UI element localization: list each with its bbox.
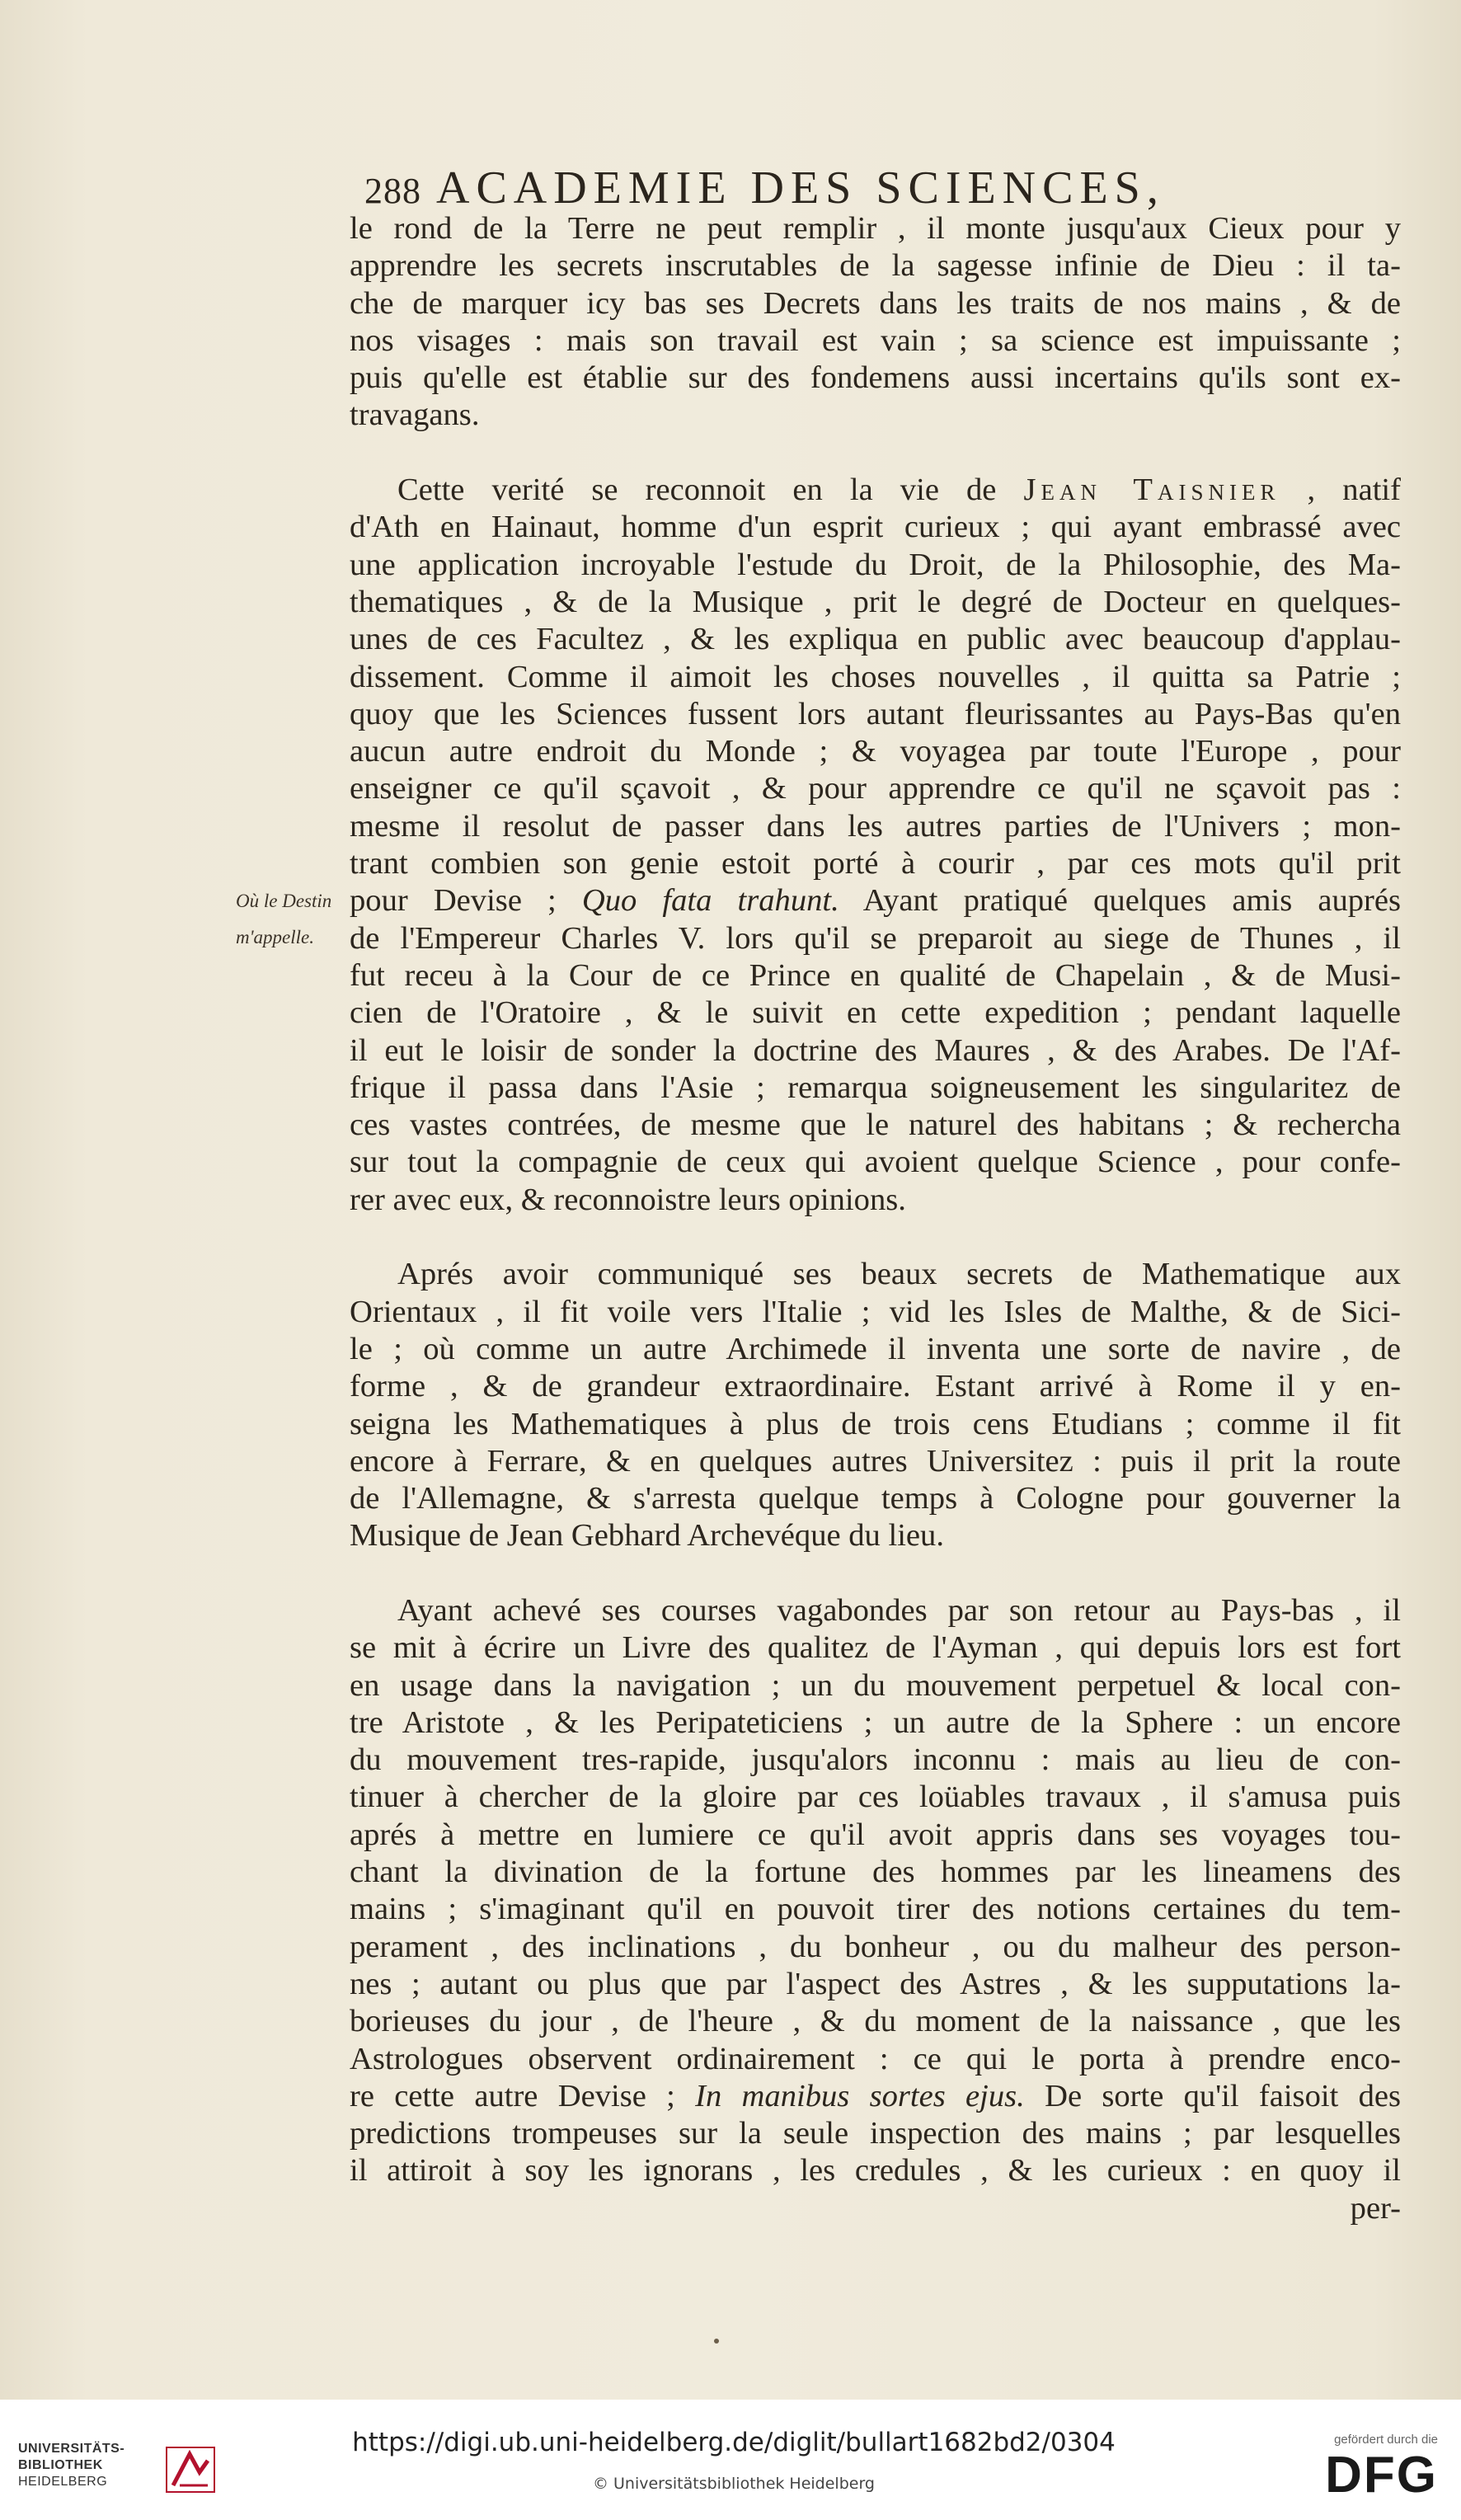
text-line: nos visages : mais son travail est vain ; sa science est impuissante ; — [350, 322, 1401, 358]
text-line: dissement. Comme il aimoit les choses nouvelles , il quitta sa Patrie ; — [350, 659, 1401, 694]
text-line: sur tout la compagnie de ceux qui avoient quelque Science , pour confe- — [350, 1145, 1401, 1180]
text-line: encore à Ferrare, & en quelques autres Universitez : puis il prit la route — [350, 1443, 1401, 1479]
text-line: perament , des inclinations , du bonheur , ou du malheur des person- — [350, 1929, 1401, 1964]
text-run: pour Devise ; — [350, 883, 582, 919]
text-line: predictions trompeuses sur la seule inspection des mains ; par lesquelles — [350, 2116, 1401, 2151]
person-name: Jean Taisnier — [1023, 472, 1280, 508]
library-name-line: BIBLIOTHEK — [18, 2458, 103, 2472]
text-run: re cette autre Devise ; — [350, 2078, 696, 2113]
text-line: en usage dans la navigation ; un du mouvement perpetuel & local con- — [350, 1667, 1401, 1703]
text-line — [350, 472, 1401, 509]
margin-note — [236, 883, 359, 956]
text-line: chant la divination de la fortune des hommes par les lineamens des — [350, 1855, 1401, 1890]
text-line: mesme il resolut de passer dans les autres parties de l'Univers ; mon- — [350, 808, 1401, 844]
text-line: ces vastes contrées, de mesme que le naturel des habitans ; & rechercha — [350, 1107, 1401, 1143]
viewer-footer — [0, 2400, 1461, 2520]
text-line: Ayant achevé ses courses vagabondes par son retour au Pays-bas , il — [397, 1592, 1401, 1628]
text-line: aucun autre endroit du Monde ; & voyagea par toute l'Europe , pour — [350, 734, 1401, 769]
text-line: travagans. — [350, 397, 480, 433]
text-line: thematiques , & de la Musique , prit le degré de Docteur en quelques- — [350, 584, 1401, 619]
catchword: per- — [1350, 2190, 1401, 2226]
text-line: forme , & de grandeur extraordinaire. Estant arrivé à Rome il y en- — [350, 1369, 1401, 1404]
header-title: ACADEMIE DES SCIENCES, — [436, 162, 1165, 214]
dfg-logo[interactable] — [1265, 2433, 1438, 2512]
margin-note-line: Où le Destin — [236, 891, 332, 911]
library-name-line: UNIVERSITÄTS- — [18, 2442, 125, 2456]
text-line: le rond de la Terre ne peut remplir , il monte jusqu'aux Cieux pour y — [350, 211, 1401, 246]
text-line: tinuer à chercher de la gloire par ces loüables travaux , il s'amusa puis — [350, 1780, 1401, 1815]
page-number: 288 — [364, 171, 421, 211]
body-text — [350, 210, 1401, 2227]
text-run: Cette verité se reconnoit en la vie de — [397, 472, 1024, 508]
text-line — [350, 882, 1401, 919]
text-line: de l'Allemagne, & s'arresta quelque temps à Cologne pour gouverner la — [350, 1481, 1401, 1516]
text-line: aprés à mettre en lumiere ce qu'il avoit appris dans ses voyages tou- — [350, 1817, 1401, 1852]
text-line: quoy que les Sciences fussent lors autant fleurissantes au Pays-Bas qu'en — [350, 696, 1401, 731]
text-line: nes ; autant ou plus que par l'aspect des Astres , & les supputations la- — [350, 1966, 1401, 2001]
motto-text: Quo fata trahunt. — [581, 883, 839, 919]
paragraph — [350, 1256, 1401, 1554]
text-line: une application incroyable l'estude du Droit, de la Philosophie, des Ma- — [350, 547, 1401, 582]
library-name-line: HEIDELBERG — [18, 2475, 108, 2489]
text-line: il eut le loisir de sonder la doctrine des Maures , & des Arabes. De l'Af- — [350, 1032, 1401, 1068]
text-line — [350, 2078, 1401, 2115]
text-run: , natif — [1280, 472, 1401, 508]
text-line: d'Ath en Hainaut, homme d'un esprit curieux ; qui ayant embrassé avec — [350, 510, 1401, 545]
text-line: fut receu à la Cour de ce Prince en qualité de Chapelain , & de Musi- — [350, 957, 1401, 993]
running-header — [364, 162, 1395, 214]
text-run: Ayant pratiqué quelques amis auprés — [839, 883, 1401, 919]
text-line: cien de l'Oratoire , & le suivit en cette expedition ; pendant laquelle — [350, 995, 1401, 1031]
library-emblem-icon — [165, 2446, 216, 2494]
text-line: mains ; s'imaginant qu'il en pouvoit tirer des notions certaines du tem- — [350, 1892, 1401, 1927]
text-line: il attiroit à soy les ignorans , les credules , & les curieux : en quoy il — [350, 2153, 1401, 2189]
text-line: puis qu'elle est établie sur des fondemens aussi incertains qu'ils sont ex- — [350, 360, 1401, 396]
text-line: rer avec eux, & reconnoistre leurs opinions. — [350, 1182, 906, 1217]
motto-text: In manibus sortes ejus. — [695, 2078, 1025, 2113]
text-line: Musique de Jean Gebhard Archevéque du lieu. — [350, 1518, 944, 1554]
text-line: tre Aristote , & les Peripateticiens ; un autre de la Sphere : un encore — [350, 1704, 1401, 1740]
text-line: de l'Empereur Charles V. lors qu'il se preparoit au siege de Thunes , il — [350, 920, 1401, 956]
page-url-link[interactable]: https://digi.ub.uni-heidelberg.de/diglit/bullart1682bd2/0304 — [352, 2428, 1116, 2457]
copyright-notice: © Universitätsbibliothek Heidelberg — [592, 2475, 875, 2493]
text-line: du mouvement tres-rapide, jusqu'alors inconnu : mais au lieu de con- — [350, 1742, 1401, 1778]
text-line: Orientaux , il fit voile vers l'Italie ; vid les Isles de Malthe, & de Sici- — [350, 1294, 1401, 1329]
text-line: unes de ces Facultez , & les expliqua en public avec beaucoup d'applau- — [350, 622, 1401, 657]
text-line: Astrologues observent ordinairement : ce qui le porta à prendre enco- — [350, 2041, 1401, 2076]
paragraph — [350, 472, 1401, 1219]
paragraph — [350, 210, 1401, 435]
dfg-wordmark: DFG — [1325, 2447, 1438, 2504]
text-line: trant combien son genie estoit porté à courir , par ces mots qu'il prit — [350, 846, 1401, 882]
text-line: frique il passa dans l'Asie ; remarqua soigneusement les singularitez de — [350, 1070, 1401, 1105]
text-run: De sorte qu'il faisoit des — [1024, 2078, 1401, 2113]
paragraph — [350, 1592, 1401, 2227]
page-speck — [714, 2339, 719, 2344]
margin-note-line: m'appelle. — [236, 927, 314, 947]
text-line: che de marquer icy bas ses Decrets dans les traits de nos mains , & de — [350, 285, 1401, 321]
funded-by-label: gefördert durch die — [1334, 2433, 1438, 2447]
text-line: enseigner ce qu'il sçavoit , & pour apprendre ce qu'il ne sçavoit pas : — [350, 771, 1401, 806]
text-line: seigna les Mathematiques à plus de trois cens Etudians ; comme il fit — [350, 1406, 1401, 1441]
text-line: le ; où comme un autre Archimede il inventa une sorte de navire , de — [350, 1331, 1401, 1366]
text-line: se mit à écrire un Livre des qualitez de l'Ayman , qui depuis lors est fort — [350, 1630, 1401, 1666]
text-line: apprendre les secrets inscrutables de la sagesse infinie de Dieu : il ta- — [350, 248, 1401, 284]
text-line: Aprés avoir communiqué ses beaux secrets de Mathematique aux — [397, 1257, 1401, 1292]
text-line: borieuses du jour , de l'heure , & du moment de la naissance , que les — [350, 2004, 1401, 2039]
library-logo[interactable] — [18, 2441, 216, 2507]
